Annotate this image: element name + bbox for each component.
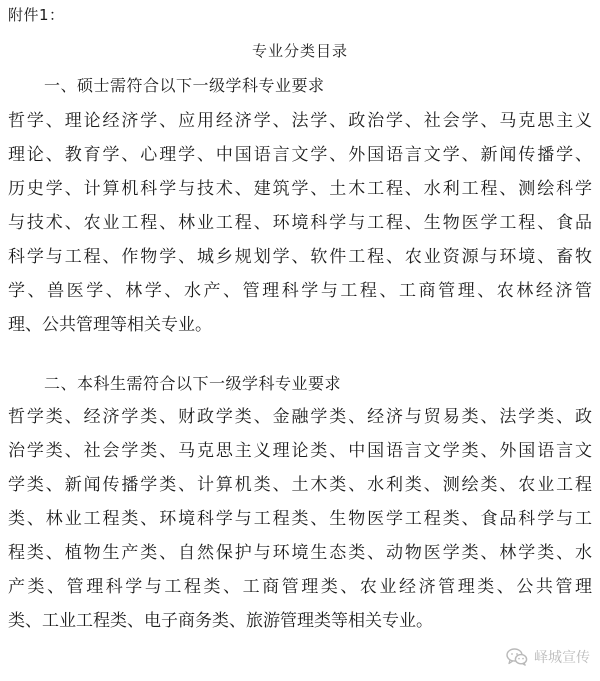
section1-line: 学、兽医学、林学、水产、管理科学与工程、工商管理、农林经济管 [8, 281, 592, 301]
section1-line: 与技术、农业工程、林业工程、环境科学与工程、生物医学工程、食品 [8, 213, 592, 233]
section2-line: 程类、植物生产类、自然保护与环境生态类、动物医学类、林学类、水 [8, 543, 592, 563]
watermark-text: 峄城宣传 [534, 650, 590, 666]
section2-line: 产类、管理科学与工程类、工商管理类、农业经济管理类、公共管理 [8, 577, 592, 597]
section2-line: 类、工业工程类、电子商务类、旅游管理类等相关专业。 [8, 611, 433, 631]
section2-line: 治学类、社会学类、马克思主义理论类、中国语言文学类、外国语言文 [8, 441, 592, 461]
section2-paragraph [8, 400, 592, 638]
section2-line: 哲学类、经济学类、财政学类、金融学类、经济与贸易类、法学类、政 [8, 407, 592, 427]
section1-line: 理论、教育学、心理学、中国语言文学、外国语言文学、新闻传播学、 [8, 145, 592, 165]
wechat-icon [506, 648, 528, 666]
section1-line: 哲学、理论经济学、应用经济学、法学、政治学、社会学、马克思主义 [8, 111, 592, 131]
section1-line: 科学与工程、作物学、城乡规划学、软件工程、农业资源与环境、畜牧 [8, 247, 592, 267]
section2-heading: 二、本科生需符合以下一级学科专业要求 [44, 374, 342, 393]
wechat-watermark [506, 647, 590, 667]
section1-line: 历史学、计算机科学与技术、建筑学、土木工程、水利工程、测绘科学 [8, 179, 592, 199]
page-title: 专业分类目录 [251, 42, 348, 60]
section1-line: 理、公共管理等相关专业。 [8, 315, 212, 335]
section1-paragraph [8, 104, 592, 342]
attachment-label: 附件1： [8, 6, 65, 24]
section1-heading: 一、硕士需符合以下一级学科专业要求 [44, 76, 325, 95]
section2-line: 学类、新闻传播学类、计算机类、土木类、水利类、测绘类、农业工程 [8, 475, 592, 495]
section2-line: 类、林业工程类、环境科学与工程类、生物医学工程类、食品科学与工 [8, 509, 592, 529]
